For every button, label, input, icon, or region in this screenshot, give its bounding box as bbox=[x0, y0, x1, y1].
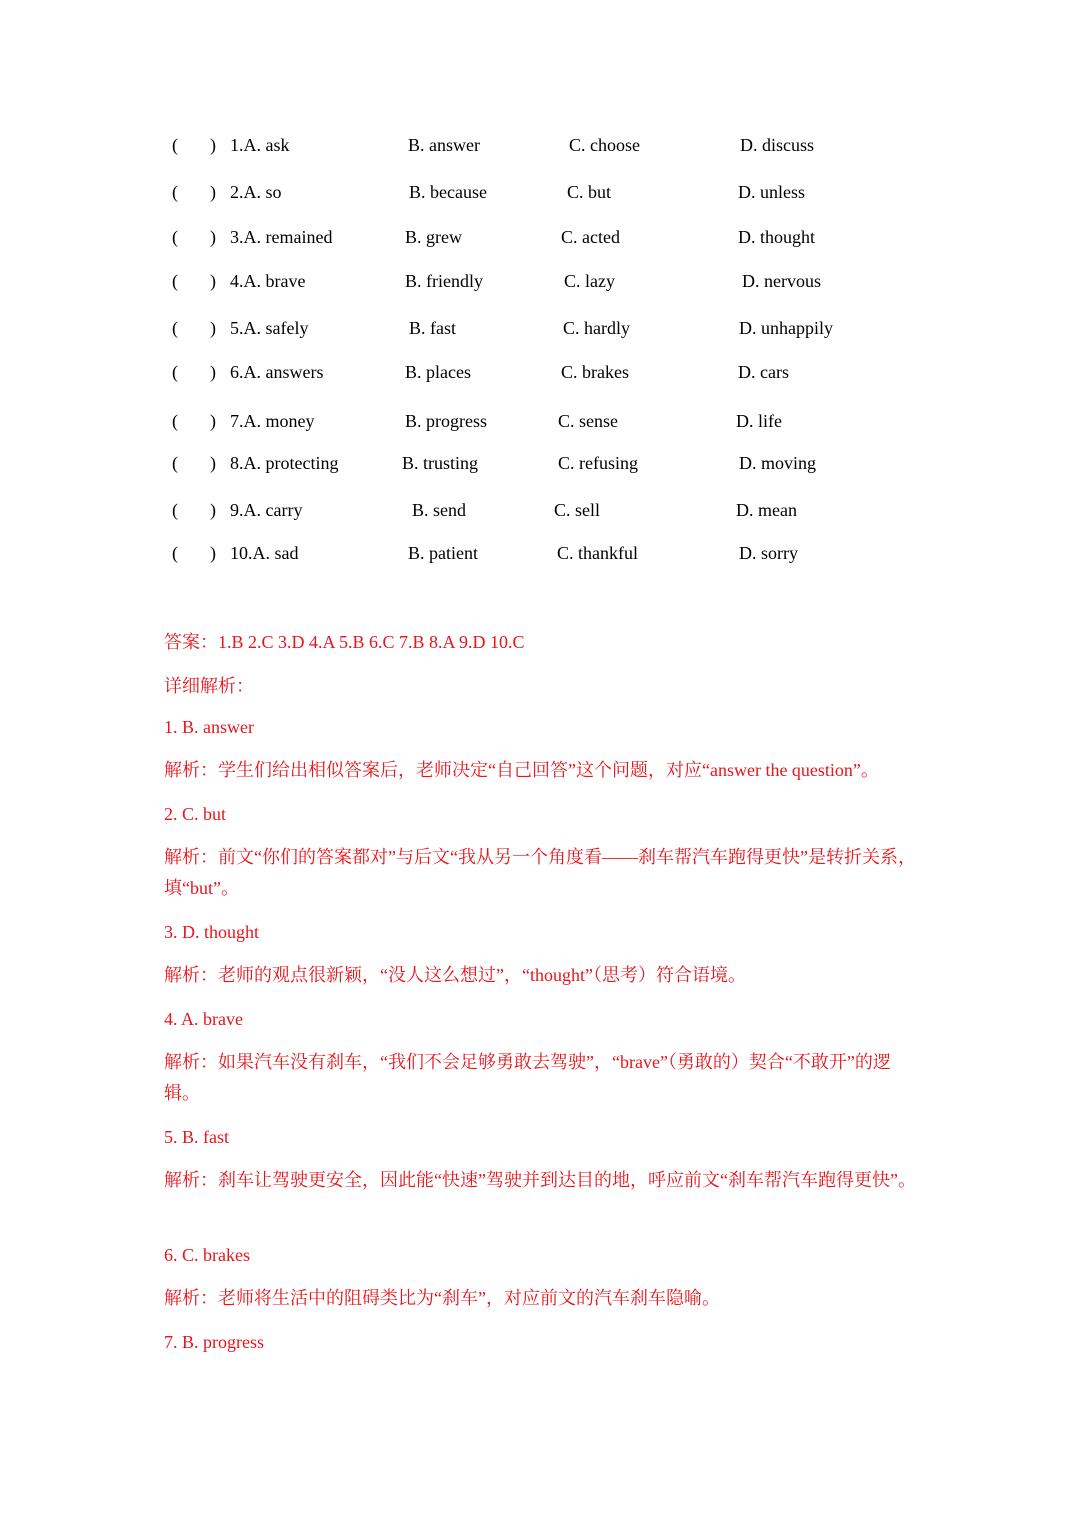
answer-blank-open: ( bbox=[172, 135, 178, 155]
option-a: 4.A. brave bbox=[230, 271, 306, 291]
option-d: D. cars bbox=[738, 362, 789, 382]
answer-blank-open: ( bbox=[172, 500, 178, 520]
option-d: D. moving bbox=[739, 453, 817, 473]
answer-blank-open: ( bbox=[172, 543, 178, 563]
question-row bbox=[0, 448, 1080, 478]
answer-blank-close: ) bbox=[210, 411, 216, 431]
answer-blank-close: ) bbox=[210, 362, 216, 382]
option-b: B. friendly bbox=[405, 271, 483, 291]
option-a: 1.A. ask bbox=[230, 135, 290, 155]
option-d: D. unhappily bbox=[739, 318, 833, 338]
option-d: D. unless bbox=[738, 182, 805, 202]
option-a: 6.A. answers bbox=[230, 362, 324, 382]
explanation-answer: 6. C. brakes bbox=[164, 1245, 250, 1265]
option-a: 10.A. sad bbox=[230, 543, 299, 563]
explanation-text: 解析：老师的观点很新颖，“没人这么想过”，“thought”（思考）符合语境。 bbox=[164, 965, 746, 985]
option-d: D. mean bbox=[736, 500, 797, 520]
option-d: D. life bbox=[736, 411, 782, 431]
answer-blank-close: ) bbox=[210, 135, 216, 155]
option-b: B. trusting bbox=[402, 453, 479, 473]
option-c: C. lazy bbox=[564, 271, 615, 291]
question-row bbox=[0, 406, 1080, 436]
answer-blank-close: ) bbox=[210, 453, 216, 473]
option-d: D. discuss bbox=[740, 135, 815, 155]
answer-blank-open: ( bbox=[172, 453, 178, 473]
option-c: C. choose bbox=[569, 135, 640, 155]
option-d: D. thought bbox=[738, 227, 816, 247]
option-a: 3.A. remained bbox=[230, 227, 333, 247]
question-row bbox=[0, 357, 1080, 387]
option-a: 2.A. so bbox=[230, 182, 282, 202]
answer-blank-close: ) bbox=[210, 271, 216, 291]
option-c: C. hardly bbox=[563, 318, 630, 338]
question-row bbox=[0, 538, 1080, 568]
answer-blank-open: ( bbox=[172, 318, 178, 338]
explanation-answer: 4. A. brave bbox=[164, 1009, 243, 1029]
option-c: C. but bbox=[567, 182, 612, 202]
option-c: C. sell bbox=[554, 500, 601, 520]
option-a: 5.A. safely bbox=[230, 318, 309, 338]
option-a: 7.A. money bbox=[230, 411, 315, 431]
option-b: B. answer bbox=[408, 135, 480, 155]
answer-blank-open: ( bbox=[172, 182, 178, 202]
option-b: B. places bbox=[405, 362, 471, 382]
explanation-text: 解析：学生们给出相似答案后，老师决定“自己回答”这个问题，对应“answer the question”。 bbox=[164, 760, 879, 780]
answer-blank-close: ) bbox=[210, 543, 216, 563]
question-row bbox=[0, 222, 1080, 252]
option-b: B. because bbox=[409, 182, 487, 202]
option-c: C. brakes bbox=[561, 362, 629, 382]
explanation-text: 解析：前文“你们的答案都对”与后文“我从另一个角度看——刹车帮汽车跑得更快”是转折关系，填“but”。 bbox=[164, 847, 916, 898]
option-b: B. patient bbox=[408, 543, 478, 563]
option-c: C. sense bbox=[558, 411, 618, 431]
answer-blank-close: ) bbox=[210, 227, 216, 247]
question-row bbox=[0, 495, 1080, 525]
answer-blank-open: ( bbox=[172, 362, 178, 382]
option-a: 8.A. protecting bbox=[230, 453, 339, 473]
option-a: 9.A. carry bbox=[230, 500, 303, 520]
option-d: D. nervous bbox=[742, 271, 821, 291]
detail-heading: 详细解析： bbox=[164, 676, 254, 696]
answer-blank-open: ( bbox=[172, 411, 178, 431]
option-b: B. grew bbox=[405, 227, 462, 247]
explanation-answer: 1. B. answer bbox=[164, 717, 254, 737]
option-c: C. refusing bbox=[558, 453, 638, 473]
answer-blank-open: ( bbox=[172, 227, 178, 247]
explanation-answer: 5. B. fast bbox=[164, 1127, 229, 1147]
option-b: B. send bbox=[412, 500, 466, 520]
option-c: C. thankful bbox=[557, 543, 638, 563]
answer-key: 答案：1.B 2.C 3.D 4.A 5.B 6.C 7.B 8.A 9.D 10.C bbox=[164, 632, 525, 652]
question-row bbox=[0, 177, 1080, 207]
explanation-text: 解析：如果汽车没有刹车，“我们不会足够勇敢去驾驶”，“brave”（勇敢的）契合“不敢开”的逻辑。 bbox=[164, 1052, 891, 1103]
answer-blank-close: ) bbox=[210, 318, 216, 338]
option-b: B. progress bbox=[405, 411, 487, 431]
answer-blank-close: ) bbox=[210, 182, 216, 202]
answer-blank-close: ) bbox=[210, 500, 216, 520]
question-row bbox=[0, 266, 1080, 296]
answer-blank-open: ( bbox=[172, 271, 178, 291]
option-d: D. sorry bbox=[739, 543, 798, 563]
explanation-answer: 7. B. progress bbox=[164, 1332, 264, 1352]
explanation-answer: 2. C. but bbox=[164, 804, 227, 824]
explanation-text: 解析：老师将生活中的阻碍类比为“刹车”，对应前文的汽车刹车隐喻。 bbox=[164, 1288, 720, 1308]
explanation-answer: 3. D. thought bbox=[164, 922, 260, 942]
option-c: C. acted bbox=[561, 227, 620, 247]
option-b: B. fast bbox=[409, 318, 456, 338]
question-row bbox=[0, 313, 1080, 343]
explanation-text: 解析：刹车让驾驶更安全，因此能“快速”驾驶并到达目的地，呼应前文“刹车帮汽车跑得更快”。 bbox=[164, 1170, 916, 1190]
question-row bbox=[0, 130, 1080, 160]
